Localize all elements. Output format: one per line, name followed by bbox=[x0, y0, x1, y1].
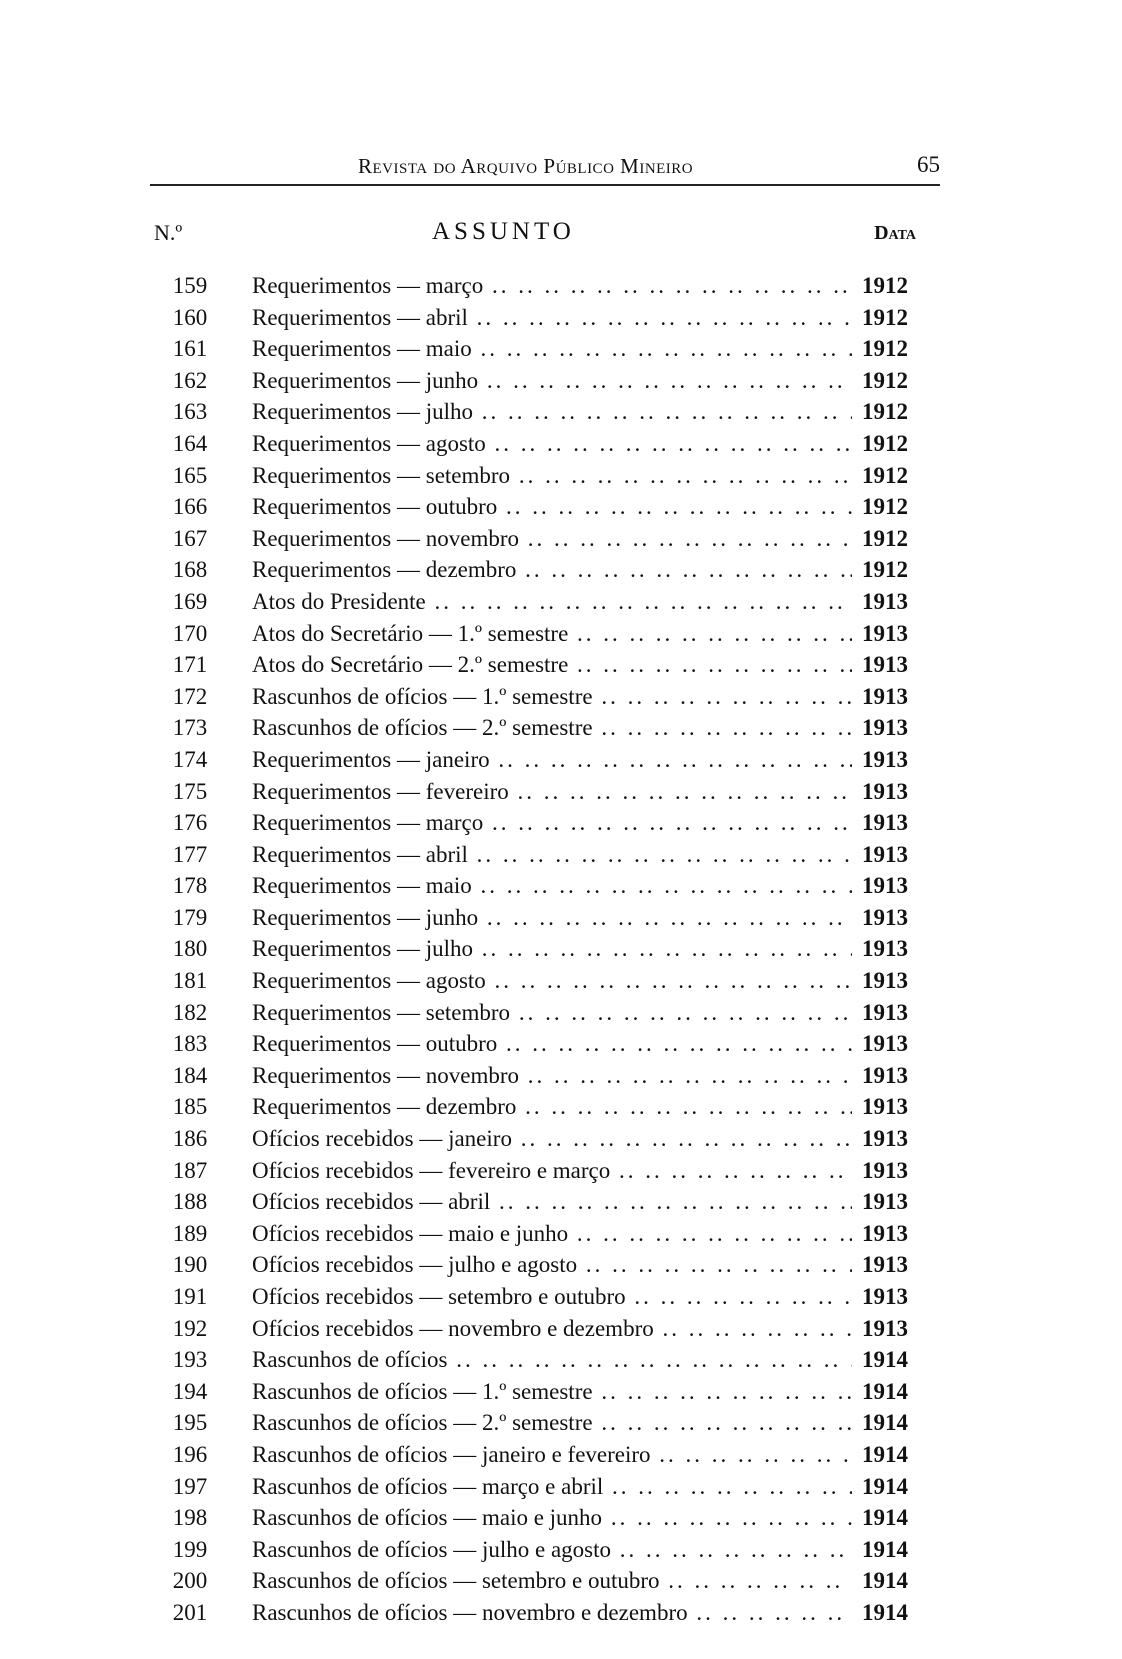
entry-date: 1912 bbox=[862, 430, 908, 456]
entry-subject: Requerimentos — dezembro .. .. bbox=[252, 1091, 852, 1123]
list-item bbox=[150, 744, 940, 776]
entry-date: 1913 bbox=[862, 1157, 908, 1183]
entry-subject: Requerimentos — abril .. .. bbox=[252, 302, 852, 334]
entry-date: 1912 bbox=[862, 304, 908, 330]
entry-number: 198 bbox=[172, 1505, 208, 1531]
entry-subject: Atos do Presidente .. .. bbox=[252, 586, 852, 618]
entry-date: 1913 bbox=[862, 873, 908, 899]
list-item bbox=[150, 586, 940, 618]
entry-subject: Rascunhos de ofícios — setembro e outubro .. .. bbox=[252, 1565, 852, 1597]
entry-date: 1913 bbox=[862, 841, 908, 867]
list-item bbox=[150, 870, 940, 902]
entry-subject: Requerimentos — agosto .. .. bbox=[252, 428, 852, 460]
entry-date: 1913 bbox=[862, 1220, 908, 1246]
entry-date: 1913 bbox=[862, 715, 908, 741]
entry-date: 1914 bbox=[862, 1410, 908, 1436]
entry-date: 1913 bbox=[862, 904, 908, 930]
entry-subject: Requerimentos — outubro .. .. bbox=[252, 1028, 852, 1060]
entry-subject: Requerimentos — setembro .. .. bbox=[252, 460, 852, 492]
header-rule bbox=[150, 184, 940, 186]
entry-date: 1913 bbox=[862, 1252, 908, 1278]
entry-subject: Rascunhos de ofícios — 1.º semestre .. .. bbox=[252, 1376, 852, 1408]
entry-date: 1914 bbox=[862, 1473, 908, 1499]
entry-subject: Ofícios recebidos — julho e agosto .. .. bbox=[252, 1249, 852, 1281]
column-header-subject: ASSUNTO bbox=[432, 218, 575, 245]
entry-number: 166 bbox=[172, 494, 208, 520]
entry-date: 1914 bbox=[862, 1505, 908, 1531]
list-item bbox=[150, 681, 940, 713]
entry-number: 176 bbox=[172, 810, 208, 836]
list-item bbox=[150, 333, 940, 365]
entry-subject: Ofícios recebidos — abril .. .. bbox=[252, 1186, 852, 1218]
list-item bbox=[150, 649, 940, 681]
entry-subject: Requerimentos — maio .. .. bbox=[252, 870, 852, 902]
entry-number: 200 bbox=[172, 1568, 208, 1594]
entry-subject: Ofícios recebidos — fevereiro e março .. .. bbox=[252, 1155, 852, 1187]
list-item bbox=[150, 1091, 940, 1123]
entry-number: 201 bbox=[172, 1599, 208, 1625]
entry-date: 1913 bbox=[862, 778, 908, 804]
entry-number: 187 bbox=[172, 1157, 208, 1183]
list-item bbox=[150, 839, 940, 871]
entry-date: 1913 bbox=[862, 1315, 908, 1341]
entry-number: 162 bbox=[172, 367, 208, 393]
entry-subject: Requerimentos — setembro .. .. bbox=[252, 997, 852, 1029]
entry-date: 1914 bbox=[862, 1568, 908, 1594]
entry-date: 1913 bbox=[862, 999, 908, 1025]
list-item bbox=[150, 523, 940, 555]
list-item bbox=[150, 365, 940, 397]
entry-date: 1913 bbox=[862, 936, 908, 962]
entry-number: 182 bbox=[172, 999, 208, 1025]
entry-subject: Rascunhos de ofícios — janeiro e fevereiro .. .. bbox=[252, 1439, 852, 1471]
list-item bbox=[150, 1186, 940, 1218]
entry-subject: Atos do Secretário — 1.º semestre .. .. bbox=[252, 618, 852, 650]
entry-date: 1912 bbox=[862, 494, 908, 520]
entry-subject: Requerimentos — março .. .. bbox=[252, 807, 852, 839]
entry-subject: Requerimentos — julho .. .. bbox=[252, 933, 852, 965]
list-item bbox=[150, 1376, 940, 1408]
entry-subject: Ofícios recebidos — setembro e outubro .. .. bbox=[252, 1281, 852, 1313]
list-item bbox=[150, 1060, 940, 1092]
entry-date: 1912 bbox=[862, 273, 908, 298]
entry-subject: Rascunhos de ofícios — julho e agosto .. .. bbox=[252, 1534, 852, 1566]
entry-number: 180 bbox=[172, 936, 208, 962]
entry-subject: Requerimentos — março .. .. bbox=[252, 270, 852, 302]
entry-subject: Rascunhos de ofícios — março e abril .. .. bbox=[252, 1471, 852, 1503]
list-item bbox=[150, 1439, 940, 1471]
entry-subject: Rascunhos de ofícios .. .. bbox=[252, 1344, 852, 1376]
list-item bbox=[150, 1344, 940, 1376]
list-item bbox=[150, 396, 940, 428]
list-item bbox=[150, 1028, 940, 1060]
entry-date: 1913 bbox=[862, 1031, 908, 1057]
entry-number: 196 bbox=[172, 1441, 208, 1467]
entry-number: 164 bbox=[172, 430, 208, 456]
entry-subject: Ofícios recebidos — maio e junho .. .. bbox=[252, 1218, 852, 1250]
entry-subject: Rascunhos de ofícios — 1.º semestre .. .. bbox=[252, 681, 852, 713]
list-item bbox=[150, 270, 940, 302]
list-item bbox=[150, 1407, 940, 1439]
entry-number: 188 bbox=[172, 1189, 208, 1215]
entry-number: 185 bbox=[172, 1094, 208, 1120]
entry-number: 167 bbox=[172, 525, 208, 551]
list-item bbox=[150, 554, 940, 586]
entry-number: 171 bbox=[172, 652, 208, 678]
entry-number: 178 bbox=[172, 873, 208, 899]
list-item bbox=[150, 302, 940, 334]
entry-subject: Requerimentos — outubro .. .. bbox=[252, 491, 852, 523]
entry-number: 161 bbox=[172, 336, 208, 362]
entry-subject: Rascunhos de ofícios — novembro e dezembro .. .. bbox=[252, 1597, 852, 1629]
entry-number: 183 bbox=[172, 1031, 208, 1057]
list-item bbox=[150, 1313, 940, 1345]
entry-date: 1913 bbox=[862, 683, 908, 709]
column-header-number: N.º bbox=[154, 220, 183, 245]
list-item bbox=[150, 807, 940, 839]
entry-date: 1912 bbox=[862, 399, 908, 425]
list-item bbox=[150, 1502, 940, 1534]
entry-number: 168 bbox=[172, 557, 208, 583]
entry-number: 191 bbox=[172, 1284, 208, 1309]
list-item bbox=[150, 997, 940, 1029]
entry-subject: Requerimentos — agosto .. .. bbox=[252, 965, 852, 997]
entry-number: 159 bbox=[172, 273, 208, 298]
page-number: 65 bbox=[917, 152, 940, 177]
list-item bbox=[150, 1123, 940, 1155]
list-item bbox=[150, 1249, 940, 1281]
entry-number: 184 bbox=[172, 1062, 208, 1088]
entry-number: 173 bbox=[172, 715, 208, 741]
entry-date: 1913 bbox=[862, 1062, 908, 1088]
entry-number: 199 bbox=[172, 1536, 208, 1562]
journal-title: Revista do Arquivo Público Mineiro bbox=[358, 154, 694, 178]
entry-number: 175 bbox=[172, 778, 208, 804]
list-item bbox=[150, 902, 940, 934]
entry-date: 1913 bbox=[862, 810, 908, 836]
entry-number: 186 bbox=[172, 1126, 208, 1152]
entry-number: 192 bbox=[172, 1315, 208, 1341]
list-item bbox=[150, 1534, 940, 1566]
entry-number: 174 bbox=[172, 746, 208, 772]
list-item bbox=[150, 933, 940, 965]
list-item bbox=[150, 1565, 940, 1597]
entry-date: 1913 bbox=[862, 652, 908, 678]
entry-subject: Rascunhos de ofícios — maio e junho .. .. bbox=[252, 1502, 852, 1534]
entry-number: 195 bbox=[172, 1410, 208, 1436]
list-item bbox=[150, 965, 940, 997]
list-item bbox=[150, 618, 940, 650]
list-item bbox=[150, 1471, 940, 1503]
list-item bbox=[150, 712, 940, 744]
list-item bbox=[150, 428, 940, 460]
entry-number: 181 bbox=[172, 968, 208, 994]
entry-number: 172 bbox=[172, 683, 208, 709]
entry-date: 1913 bbox=[862, 1189, 908, 1215]
list-item bbox=[150, 1597, 940, 1629]
entry-number: 189 bbox=[172, 1220, 208, 1246]
entries-list bbox=[150, 270, 940, 1629]
entry-date: 1912 bbox=[862, 557, 908, 583]
entry-number: 160 bbox=[172, 304, 208, 330]
entry-number: 165 bbox=[172, 462, 208, 488]
entry-date: 1913 bbox=[862, 746, 908, 772]
list-item bbox=[150, 776, 940, 808]
entry-number: 170 bbox=[172, 620, 208, 646]
entry-subject: Ofícios recebidos — novembro e dezembro .. .. bbox=[252, 1313, 852, 1345]
entry-date: 1914 bbox=[862, 1536, 908, 1562]
entry-subject: Requerimentos — junho .. .. bbox=[252, 902, 852, 934]
entry-number: 177 bbox=[172, 841, 208, 867]
entry-subject: Ofícios recebidos — janeiro .. .. bbox=[252, 1123, 852, 1155]
entry-date: 1914 bbox=[862, 1441, 908, 1467]
entry-number: 190 bbox=[172, 1252, 208, 1278]
entry-subject: Rascunhos de ofícios — 2.º semestre .. .. bbox=[252, 712, 852, 744]
entry-number: 163 bbox=[172, 399, 208, 425]
entry-number: 194 bbox=[172, 1378, 208, 1404]
list-item bbox=[150, 1218, 940, 1250]
entry-date: 1912 bbox=[862, 367, 908, 393]
entry-number: 197 bbox=[172, 1473, 208, 1499]
entry-date: 1913 bbox=[862, 1094, 908, 1120]
entry-date: 1914 bbox=[862, 1599, 908, 1625]
entry-date: 1914 bbox=[862, 1347, 908, 1373]
entry-date: 1913 bbox=[862, 1126, 908, 1152]
list-item bbox=[150, 460, 940, 492]
entry-date: 1913 bbox=[862, 620, 908, 646]
entry-subject: Atos do Secretário — 2.º semestre .. .. bbox=[252, 649, 852, 681]
list-item bbox=[150, 491, 940, 523]
entry-subject: Rascunhos de ofícios — 2.º semestre .. .. bbox=[252, 1407, 852, 1439]
entry-subject: Requerimentos — maio .. .. bbox=[252, 333, 852, 365]
entry-subject: Requerimentos — janeiro .. .. bbox=[252, 744, 852, 776]
entry-subject: Requerimentos — julho .. .. bbox=[252, 396, 852, 428]
column-headers bbox=[150, 218, 940, 258]
entry-date: 1913 bbox=[862, 968, 908, 994]
entry-date: 1913 bbox=[862, 588, 908, 614]
entry-date: 1914 bbox=[862, 1378, 908, 1404]
list-item bbox=[150, 1155, 940, 1187]
entry-number: 193 bbox=[172, 1347, 208, 1373]
entry-subject: Requerimentos — abril .. .. bbox=[252, 839, 852, 871]
entry-date: 1912 bbox=[862, 462, 908, 488]
running-header bbox=[150, 142, 940, 182]
entry-subject: Requerimentos — fevereiro .. .. bbox=[252, 776, 852, 808]
entry-date: 1912 bbox=[862, 336, 908, 362]
entry-date: 1912 bbox=[862, 525, 908, 551]
entry-number: 169 bbox=[172, 588, 208, 614]
entry-number: 179 bbox=[172, 904, 208, 930]
entry-date: 1913 bbox=[862, 1284, 908, 1309]
entry-subject: Requerimentos — dezembro .. .. bbox=[252, 554, 852, 586]
column-header-date: Data bbox=[874, 222, 916, 244]
entry-subject: Requerimentos — junho .. .. bbox=[252, 365, 852, 397]
entry-subject: Requerimentos — novembro .. .. bbox=[252, 1060, 852, 1092]
list-item bbox=[150, 1281, 940, 1313]
entry-subject: Requerimentos — novembro .. .. bbox=[252, 523, 852, 555]
